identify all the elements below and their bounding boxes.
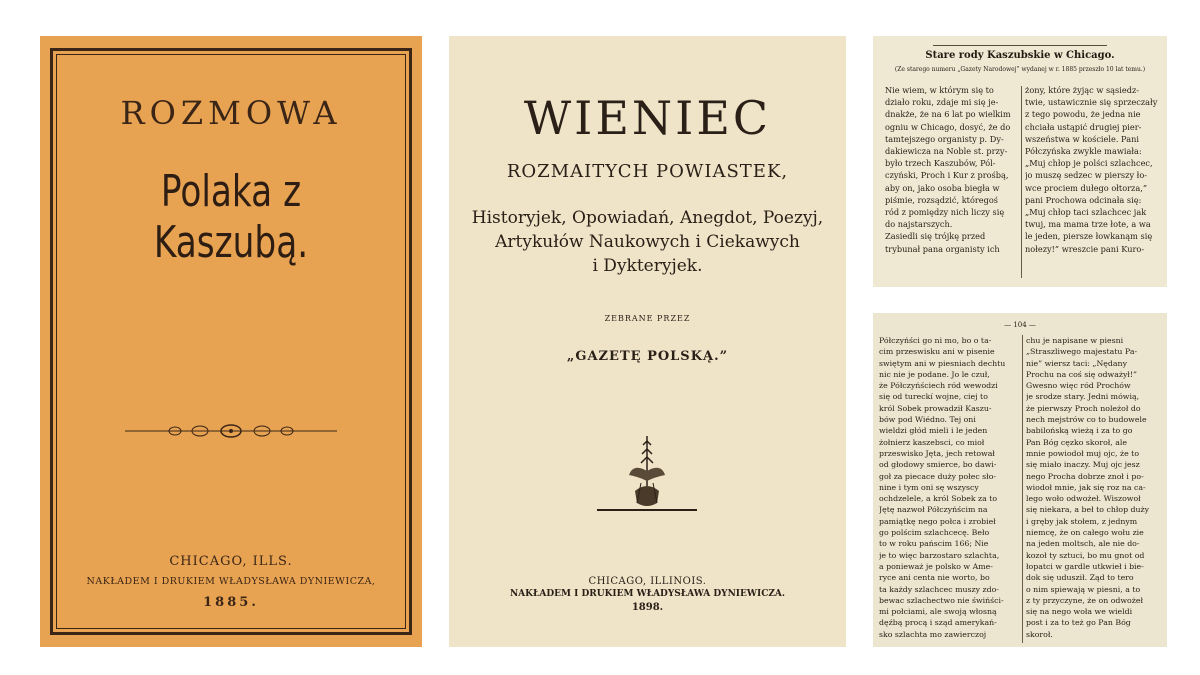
text-line: czyński, Proch i Kur z prośbą,: [885, 170, 1009, 181]
text-line: tamtejszego organisty p. Dy-: [885, 133, 1004, 144]
text-line: ta każdy szlachcec muszy zdo-: [879, 584, 999, 594]
collected-by-label: ZEBRANE PRZEZ: [604, 314, 691, 323]
text-line: cim przeswisku ani w pisenie: [879, 347, 995, 357]
text-line: dok się udusził. Ząd to tero: [1026, 573, 1134, 583]
text-line: Zasiedli się trójkę przed: [885, 231, 986, 242]
text-line: o nim spiewają w piesni, a to: [1026, 584, 1141, 594]
text-line: skoroł.: [1026, 629, 1053, 639]
text-line: się niekara, a beł to chłop duży: [1026, 505, 1150, 515]
title-page-subtitle: ROZMAITYCH POWIASTEK,: [506, 161, 789, 182]
cover-title-main: Polaka z Kaszubą.: [153, 166, 309, 268]
text-line: twuj, ma mama trze łote, a wa: [1025, 219, 1151, 230]
text-line: „Straszliwego majestatu Pa-: [1026, 347, 1138, 357]
flower-vase-icon: [597, 431, 697, 516]
text-line: wieldzi głód mieli i le jeden: [879, 426, 988, 436]
text-line: łopatci w gardle utkwieł i bie-: [1026, 561, 1144, 571]
text-line: Prochu na coś się odważył!”: [1026, 369, 1137, 379]
cover-inner-frame: [56, 54, 406, 629]
text-line: dakiewicza na Noble st. przy-: [885, 146, 1008, 157]
text-line: go polścim szlachcecę. Beło: [879, 528, 990, 538]
title-page-description: [449, 206, 846, 278]
text-line: jo muszę sedzec w pierszy ło-: [1025, 170, 1148, 181]
text-line: działo roku, zdaje mi się je-: [885, 97, 999, 108]
text-line: piśmie, rozsądzić, któregoś: [885, 194, 999, 205]
text-line: do najstarszych.: [885, 219, 953, 230]
text-line: Półczyńści go ni mo, bo o ta-: [879, 336, 992, 345]
column-divider: [1022, 335, 1023, 643]
text-line: Gwesno więc ród Prochów: [1026, 381, 1131, 391]
article-right-column: [1025, 84, 1159, 255]
text-line: z ty przyczyne, że on odwożeł: [1026, 595, 1144, 605]
text-line: się na nego woła we wieldi: [1026, 607, 1133, 617]
text-line: sko szlachta mo zawierczoj: [879, 629, 987, 639]
text-line: na jeden moltsch, ale nie do-: [1026, 539, 1140, 549]
text-line: lego woło odwożeł. Wiszowoł: [1026, 494, 1141, 504]
cover-publisher: NAKŁADEM I DRUKIEM WŁADYSŁAWA DYNIEWICZA,: [86, 576, 376, 587]
text-line: niemcę, że on całego wołu zie: [1026, 528, 1144, 538]
text-line: Półczyńska zwykle mawiała:: [1025, 146, 1142, 157]
text-line: wce prociem dułego ołtorza,”: [1025, 182, 1148, 193]
text-line: dęźbą procą i sząd amerykań-: [879, 618, 997, 628]
text-line: ogniu w Chicago, dosyć, że do: [885, 121, 1011, 132]
article-left-column: [885, 84, 1018, 255]
text-line: twie, ustawicznie się sprzeczały: [1025, 97, 1158, 108]
article-page: [873, 36, 1167, 287]
text-line: goł za piecace duży połec sło-: [879, 471, 997, 481]
gazette-name: „GAZETĘ POLSKĄ.”: [566, 349, 729, 364]
text-line: „Muj chłop je polści szlachcec,: [1025, 158, 1153, 169]
column-divider: [1021, 86, 1022, 278]
text-line: aby on, jako osoba biegła w: [885, 182, 1000, 193]
text-line: ród z pomiędzy nich liczy się: [885, 207, 1005, 218]
text-line: to w roku pańscim 166; Nie: [879, 539, 989, 549]
title-page-publisher: NAKŁADEM I DRUKIEM WŁADYSŁAWA DYNIEWICZA.: [509, 589, 786, 599]
text-line: trybunał pana organisty ich: [885, 243, 1000, 254]
text-line: i gręby jak stołem, z jednym: [1026, 516, 1138, 526]
text-line: nie” wiersz taci: „Nędany: [1026, 358, 1127, 368]
text-line: je to więc barzostaro szlachta,: [879, 550, 1000, 560]
text-line: mi połciami, ale swoją włosną: [879, 607, 997, 617]
text-line: post i za to też go Pan Bóg: [1026, 618, 1131, 628]
text-line: przeswisko Jęta, jech retował: [879, 448, 995, 458]
text-line: Nie wiem, w którym się to: [885, 85, 994, 95]
title-page-wieniec: [449, 36, 846, 647]
article-left-column: [879, 335, 1019, 640]
cover-title-top: ROZMOWA: [120, 94, 342, 132]
text-line: chciała ustąpić drugiej pier-: [1025, 121, 1142, 132]
text-line: bewac szlachectwo nie świńści-: [879, 595, 1004, 605]
text-line: Pan Bóg cęzko skoroł, ale: [1026, 437, 1128, 447]
description-line: Historyjek, Opowiadań, Anegdot, Poezyj,: [471, 208, 824, 228]
page-number: — 104 —: [1004, 321, 1036, 329]
text-line: le jeden, piersze łowkanąm się: [1025, 231, 1153, 242]
text-line: żony, które żyjąc w sąsiedz-: [1025, 85, 1140, 95]
text-line: że Półczyńściech ród wewodzi: [879, 381, 998, 391]
text-line: wiodoł mnie, jak się roz na ca-: [1026, 482, 1146, 492]
text-line: wszeństwa w kościele. Pani: [1025, 133, 1139, 144]
title-page-year: 1898.: [631, 602, 664, 613]
text-line: babilońską wieżą i za to go: [1026, 426, 1133, 436]
text-line: nego Procha dobrze znoł i po-: [1026, 471, 1144, 481]
description-line: Artykułów Naukowych i Ciekawych: [495, 232, 800, 252]
text-line: nech mejstrów co to budowele: [1026, 415, 1147, 425]
text-line: je srodze stary. Jedni mówią,: [1026, 392, 1140, 402]
text-line: bów pod Wiédno. Tej oni: [879, 415, 976, 425]
text-line: a ponieważ je polsko w Ame-: [879, 561, 993, 571]
text-line: swiętym ani w piesniach dechtu: [879, 358, 1006, 368]
text-line: że pierwszy Proch noleżoł do: [1026, 403, 1141, 413]
ornament-divider-icon: [125, 424, 337, 438]
text-line: nic nie je podane. Jo le czuł,: [879, 369, 990, 379]
text-line: dnakże, że na 6 lat po wielkim: [885, 109, 1011, 120]
text-line: od głodowy smierce, bo dawi-: [879, 460, 997, 470]
text-line: z tego powodu, że jedna nie: [1025, 109, 1141, 120]
top-rule: [933, 45, 1107, 46]
text-line: pamiątkę nego połca i zrobieł: [879, 516, 996, 526]
title-page-city: CHICAGO, ILLINOIS.: [588, 576, 707, 587]
description-line: i Dykteryjek.: [592, 256, 703, 276]
cover-city: CHICAGO, ILLS.: [169, 554, 293, 569]
text-line: żołnierz kaszebsci, co mioł: [879, 437, 985, 447]
cover-page-rozmowa: [40, 36, 422, 647]
text-line: nołezy!” wreszcie pani Kuro-: [1025, 243, 1145, 254]
article-right-column: [1026, 335, 1164, 640]
text-line: chu je napisane w piesni: [1026, 336, 1124, 345]
text-line: się od tureckí wojne, ciej to: [879, 392, 988, 402]
text-line: się miało inaczy. Muj ojc jesz: [1026, 460, 1140, 470]
text-line: pani Prochowa odcinała się:: [1025, 194, 1142, 205]
text-line: król Sobek prowadził Kaszu-: [879, 403, 992, 413]
cover-year: 1885.: [203, 595, 259, 610]
text-line: było trzech Kaszubów, Pól-: [885, 158, 996, 169]
text-line: nine i tym oni sę wszyscy: [879, 482, 979, 492]
text-line: mnie powiodoł muj ojc, że to: [1026, 448, 1140, 458]
article-title: Stare rody Kaszubskie w Chicago.: [925, 50, 1115, 61]
article-subtitle: (Ze starego numeru „Gazety Narodowej” wydanej w r. 1885 przeszło 10 lat temu.): [894, 66, 1146, 73]
text-line: Jętę nazwoł Półczyńścim na: [879, 505, 988, 515]
article-page-104: [873, 313, 1167, 647]
text-line: ochdzelele, a król Sobek za to: [879, 494, 998, 504]
text-line: ryce ani centa nie worto, bo: [879, 573, 990, 583]
text-line: kozoł ty sztuci, bo mu gnot od: [1026, 550, 1145, 560]
title-page-title: WIENIEC: [523, 91, 772, 145]
text-line: „Muj chłop taci szlachcec jak: [1025, 207, 1147, 218]
